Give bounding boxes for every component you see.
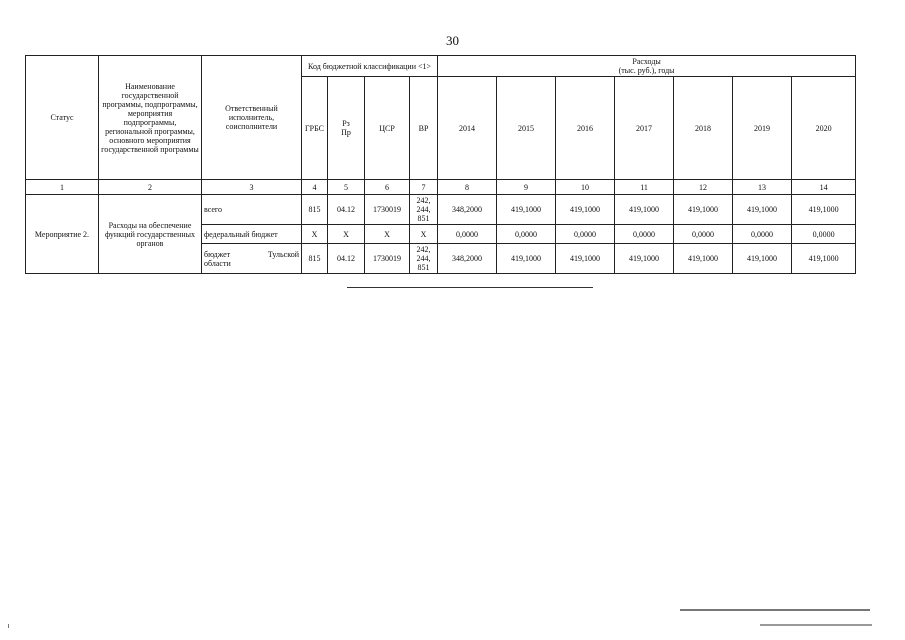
value-cell: 419,1000 — [792, 244, 856, 274]
executor-cell: федеральный бюджет — [202, 225, 302, 244]
column-number: 4 — [302, 180, 328, 195]
rzpr-cell: 04.12 — [328, 244, 365, 274]
grbs-cell: X — [302, 225, 328, 244]
column-number: 6 — [365, 180, 410, 195]
header-year-2020: 2020 — [792, 77, 856, 180]
header-year-2019: 2019 — [733, 77, 792, 180]
header-year-2017: 2017 — [615, 77, 674, 180]
vr-code: 851 — [417, 263, 430, 272]
csr-cell: 1730019 — [365, 244, 410, 274]
header-year-2016: 2016 — [556, 77, 615, 180]
column-number: 13 — [733, 180, 792, 195]
header-pr: Пр — [341, 128, 351, 137]
value-cell: 419,1000 — [556, 244, 615, 274]
vr-code: 244, — [416, 254, 431, 263]
header-status: Статус — [26, 56, 99, 180]
csr-cell: 1730019 — [365, 195, 410, 225]
value-cell: 419,1000 — [556, 195, 615, 225]
column-number: 14 — [792, 180, 856, 195]
header-rzpr — [328, 77, 365, 180]
header-grbs: ГРБС — [302, 77, 328, 180]
value-cell: 0,0000 — [674, 225, 733, 244]
column-number: 5 — [328, 180, 365, 195]
header-expenses-line2: (тыс. руб.), годы — [618, 66, 675, 75]
measure-status: Мероприятие 2. — [26, 195, 99, 274]
scan-artifact-line — [680, 609, 870, 611]
column-number: 8 — [438, 180, 497, 195]
header-expenses-group — [438, 56, 856, 77]
header-name: Наименование государственной программы, подпрограммы, мероприятия подпрограммы, региональной программы, основного мероприятия государственной программы — [99, 56, 202, 180]
column-number-row — [26, 180, 856, 195]
scan-artifact-line — [760, 624, 872, 626]
rzpr-cell: 04.12 — [328, 195, 365, 225]
value-cell: 0,0000 — [615, 225, 674, 244]
executor-line1 — [204, 250, 299, 259]
value-cell: 419,1000 — [674, 244, 733, 274]
column-number: 3 — [202, 180, 302, 195]
header-year-2014: 2014 — [438, 77, 497, 180]
end-of-table-rule — [347, 287, 593, 288]
value-cell: 0,0000 — [438, 225, 497, 244]
value-cell: 348,2000 — [438, 195, 497, 225]
value-cell: 0,0000 — [792, 225, 856, 244]
header-year-2018: 2018 — [674, 77, 733, 180]
column-number: 9 — [497, 180, 556, 195]
header-rz: Рз — [342, 119, 350, 128]
header-csr: ЦСР — [365, 77, 410, 180]
header-row-top — [26, 56, 856, 77]
column-number: 10 — [556, 180, 615, 195]
value-cell: 419,1000 — [733, 244, 792, 274]
vr-code: 851 — [417, 214, 430, 223]
scan-artifact-dot — [8, 624, 9, 628]
header-code-group: Код бюджетной классификации <1> — [302, 56, 438, 77]
grbs-cell: 815 — [302, 195, 328, 225]
header-year-2015: 2015 — [497, 77, 556, 180]
budget-table — [25, 55, 856, 274]
executor-line2: области — [204, 258, 231, 268]
header-vr: ВР — [410, 77, 438, 180]
column-number: 7 — [410, 180, 438, 195]
column-number: 1 — [26, 180, 99, 195]
vr-code: 242, — [416, 245, 431, 254]
measure-name: Расходы на обеспечение функций государственных органов — [99, 195, 202, 274]
header-executor: Ответственный исполнитель, соисполнители — [202, 56, 302, 180]
vr-cell: X — [410, 225, 438, 244]
column-number: 11 — [615, 180, 674, 195]
vr-code: 244, — [416, 205, 431, 214]
value-cell: 419,1000 — [497, 244, 556, 274]
value-cell: 419,1000 — [615, 195, 674, 225]
vr-cell — [410, 195, 438, 225]
vr-code: 242, — [416, 196, 431, 205]
executor-word: бюджет — [204, 249, 231, 259]
executor-cell: всего — [202, 195, 302, 225]
page-number: 30 — [446, 33, 459, 48]
value-cell: 419,1000 — [792, 195, 856, 225]
value-cell: 0,0000 — [556, 225, 615, 244]
executor-word: Тульской — [267, 249, 299, 259]
table-row-total — [26, 195, 856, 225]
value-cell: 0,0000 — [497, 225, 556, 244]
value-cell: 348,2000 — [438, 244, 497, 274]
value-cell: 419,1000 — [674, 195, 733, 225]
value-cell: 0,0000 — [733, 225, 792, 244]
executor-cell — [202, 244, 302, 274]
value-cell: 419,1000 — [497, 195, 556, 225]
column-number: 12 — [674, 180, 733, 195]
vr-cell — [410, 244, 438, 274]
csr-cell: X — [365, 225, 410, 244]
rzpr-cell: X — [328, 225, 365, 244]
value-cell: 419,1000 — [615, 244, 674, 274]
value-cell: 419,1000 — [733, 195, 792, 225]
column-number: 2 — [99, 180, 202, 195]
grbs-cell: 815 — [302, 244, 328, 274]
header-expenses-line1: Расходы — [632, 57, 661, 66]
